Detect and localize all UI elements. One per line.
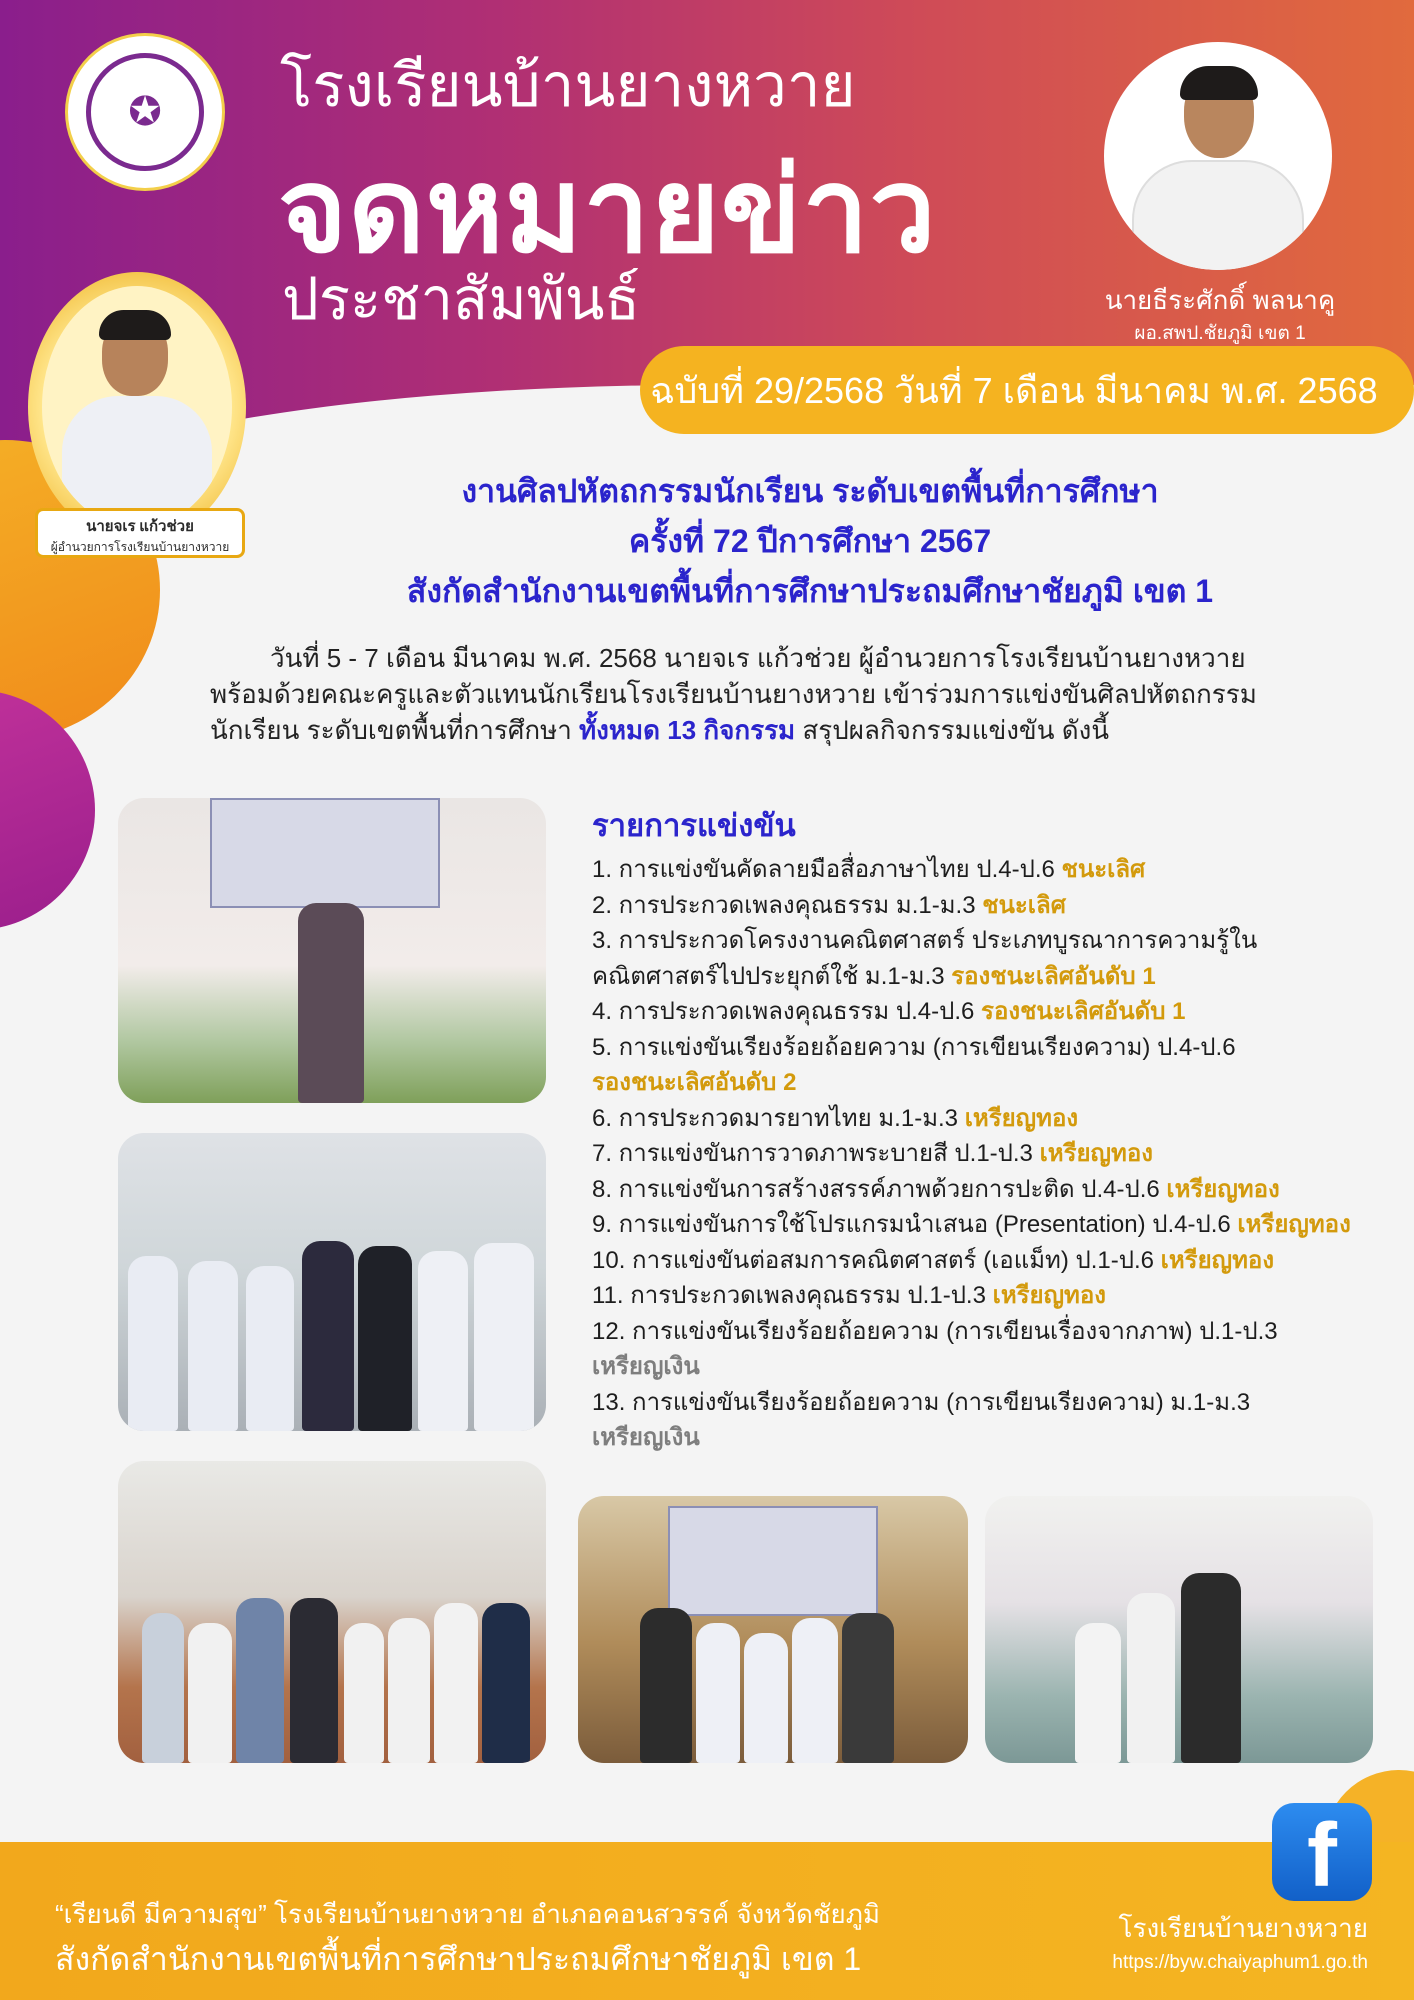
issue-banner: [640, 346, 1414, 434]
award-label: เหรียญทอง: [964, 1104, 1079, 1132]
intro-line-2: พร้อมด้วยคณะครูและตัวแทนนักเรียนโรงเรียนบ้านยางหวาย เข้าร่วมการแข่งขันศิลปหัตถกรรม: [210, 679, 1257, 709]
principal-photo: [28, 272, 246, 542]
principal-nameplate: [35, 508, 245, 558]
event-photo-4: [578, 1496, 968, 1763]
list-item: 6. การประกวดมารยาทไทย ม.1-ม.3 เหรียญทอง: [592, 1104, 1079, 1132]
director-name: นายธีระศักดิ์ พลนาคู: [1104, 285, 1336, 315]
list-item: 9. การแข่งขันการใช้โปรแกรมนำเสนอ (Presentation) ป.4-ป.6 เหรียญทอง: [592, 1211, 1351, 1238]
list-item: 13. การแข่งขันเรียงร้อยถ้อยความ (การเขียนเรียงความ) ม.1-ม.3: [592, 1388, 1251, 1416]
event-photo-1: [118, 798, 546, 1103]
award-label: รองชนะเลิศอันดับ 1: [951, 962, 1156, 990]
principal-name: นายจเร แก้วช่วย: [86, 519, 194, 535]
list-item: 10. การแข่งขันต่อสมการคณิตศาสตร์ (เอแม็ท) ป.1-ป.6 เหรียญทอง: [592, 1246, 1275, 1274]
award-label: เหรียญทอง: [1160, 1246, 1275, 1274]
list-item: คณิตศาสตร์ไปประยุกต์ใช้ ม.1-ม.3 รองชนะเลิศอันดับ 1: [592, 962, 1156, 990]
school-website-link[interactable]: https://byw.chaiyaphum1.go.th: [1112, 1952, 1368, 1973]
school-emblem-icon: ✪: [86, 53, 204, 171]
newsletter-subtitle: ประชาสัมพันธ์: [282, 267, 640, 332]
list-item: [592, 1349, 1402, 1385]
list-item: 4. การประกวดเพลงคุณธรรม ป.4-ป.6 รองชนะเลิศอันดับ 1: [592, 998, 1186, 1025]
facebook-icon[interactable]: f: [1272, 1803, 1372, 1901]
school-logo-icon: [65, 33, 225, 191]
list-item: 8. การแข่งขันการสร้างสรรค์ภาพด้วยการปะติด ป.4-ป.6 เหรียญทอง: [592, 1175, 1280, 1203]
facebook-page-name[interactable]: โรงเรียนบ้านยางหวาย: [1118, 1913, 1368, 1943]
footer-motto: “เรียนดี มีความสุข” โรงเรียนบ้านยางหวาย อำเภอคอนสวรรค์ จังหวัดชัยภูมิ: [55, 1899, 881, 1929]
award-label: เหรียญเงิน: [592, 1424, 700, 1451]
list-item: 11. การประกวดเพลงคุณธรรม ป.1-ป.3 เหรียญทอง: [592, 1282, 1106, 1309]
newsletter-title: จดหมายข่าว: [278, 145, 937, 277]
award-label: เหรียญทอง: [1039, 1140, 1153, 1167]
issue-text: ฉบับที่ 29/2568 วันที่ 7 เดือน มีนาคม พ.ศ. 2568: [650, 369, 1378, 411]
list-item: [592, 1420, 1402, 1456]
footer-agency: สังกัดสำนักงานเขตพื้นที่การศึกษาประถมศึกษาชัยภูมิ เขต 1: [55, 1941, 862, 1977]
list-item: 3. การประกวดโครงงานคณิตศาสตร์ ประเภทบูรณาการความรู้ใน: [592, 927, 1258, 954]
award-label: เหรียญเงิน: [592, 1353, 700, 1380]
award-label: เหรียญทอง: [1166, 1175, 1280, 1203]
principal-position: ผู้อำนวยการโรงเรียนบ้านยางหวาย: [50, 540, 230, 554]
award-label: เหรียญทอง: [1237, 1211, 1351, 1238]
director-photo: [1104, 42, 1332, 270]
award-label: ชนะเลิศ: [1061, 856, 1146, 883]
intro-paragraph: [210, 640, 1350, 748]
list-item: 2. การประกวดเพลงคุณธรรม ม.1-ม.3 ชนะเลิศ: [592, 891, 1066, 919]
event-photo-2: [118, 1133, 546, 1431]
list-item: 12. การแข่งขันเรียงร้อยถ้อยความ (การเขียนเรื่องจากภาพ) ป.1-ป.3: [592, 1317, 1278, 1345]
list-item: 7. การแข่งขันการวาดภาพระบายสี ป.1-ป.3 เหรียญทอง: [592, 1140, 1153, 1167]
award-label: รองชนะเลิศอันดับ 2: [592, 1069, 797, 1096]
footer: [0, 1842, 1414, 2000]
award-label: ชนะเลิศ: [982, 891, 1066, 919]
activity-count: ทั้งหมด 13 กิจกรรม: [579, 715, 796, 745]
award-label: เหรียญทอง: [992, 1282, 1106, 1309]
intro-line-3: นักเรียน ระดับเขตพื้นที่การศึกษา ทั้งหมด 13 กิจกรรม สรุปผลกิจกรรมแข่งขัน ดังนี้: [210, 715, 1110, 745]
list-item: 5. การแข่งขันเรียงร้อยถ้อยความ (การเขียนเรียงความ) ป.4-ป.6: [592, 1033, 1236, 1061]
list-item: [592, 1065, 1402, 1101]
competition-list: [592, 852, 1402, 1456]
school-name: โรงเรียนบ้านยางหวาย: [280, 52, 856, 119]
headline-line-2: ครั้งที่ 72 ปีการศึกษา 2567: [628, 523, 992, 559]
event-photo-5: [985, 1496, 1373, 1763]
headline-line-1: งานศิลปหัตถกรรมนักเรียน ระดับเขตพื้นที่การศึกษา: [461, 473, 1159, 509]
headline-line-3: สังกัดสำนักงานเขตพื้นที่การศึกษาประถมศึกษาชัยภูมิ เขต 1: [406, 573, 1214, 609]
competition-list-title: รายการแข่งขัน: [592, 808, 796, 843]
director-position: ผอ.สพป.ชัยภูมิ เขต 1: [1134, 323, 1306, 344]
award-label: รองชนะเลิศอันดับ 1: [981, 998, 1186, 1025]
intro-line-1: วันที่ 5 - 7 เดือน มีนาคม พ.ศ. 2568 นายจเร แก้วช่วย ผู้อำนวยการโรงเรียนบ้านยางหวาย: [270, 643, 1246, 673]
event-photo-3: [118, 1461, 546, 1763]
list-item: 1. การแข่งขันคัดลายมือสื่อภาษาไทย ป.4-ป.6 ชนะเลิศ: [592, 856, 1146, 883]
